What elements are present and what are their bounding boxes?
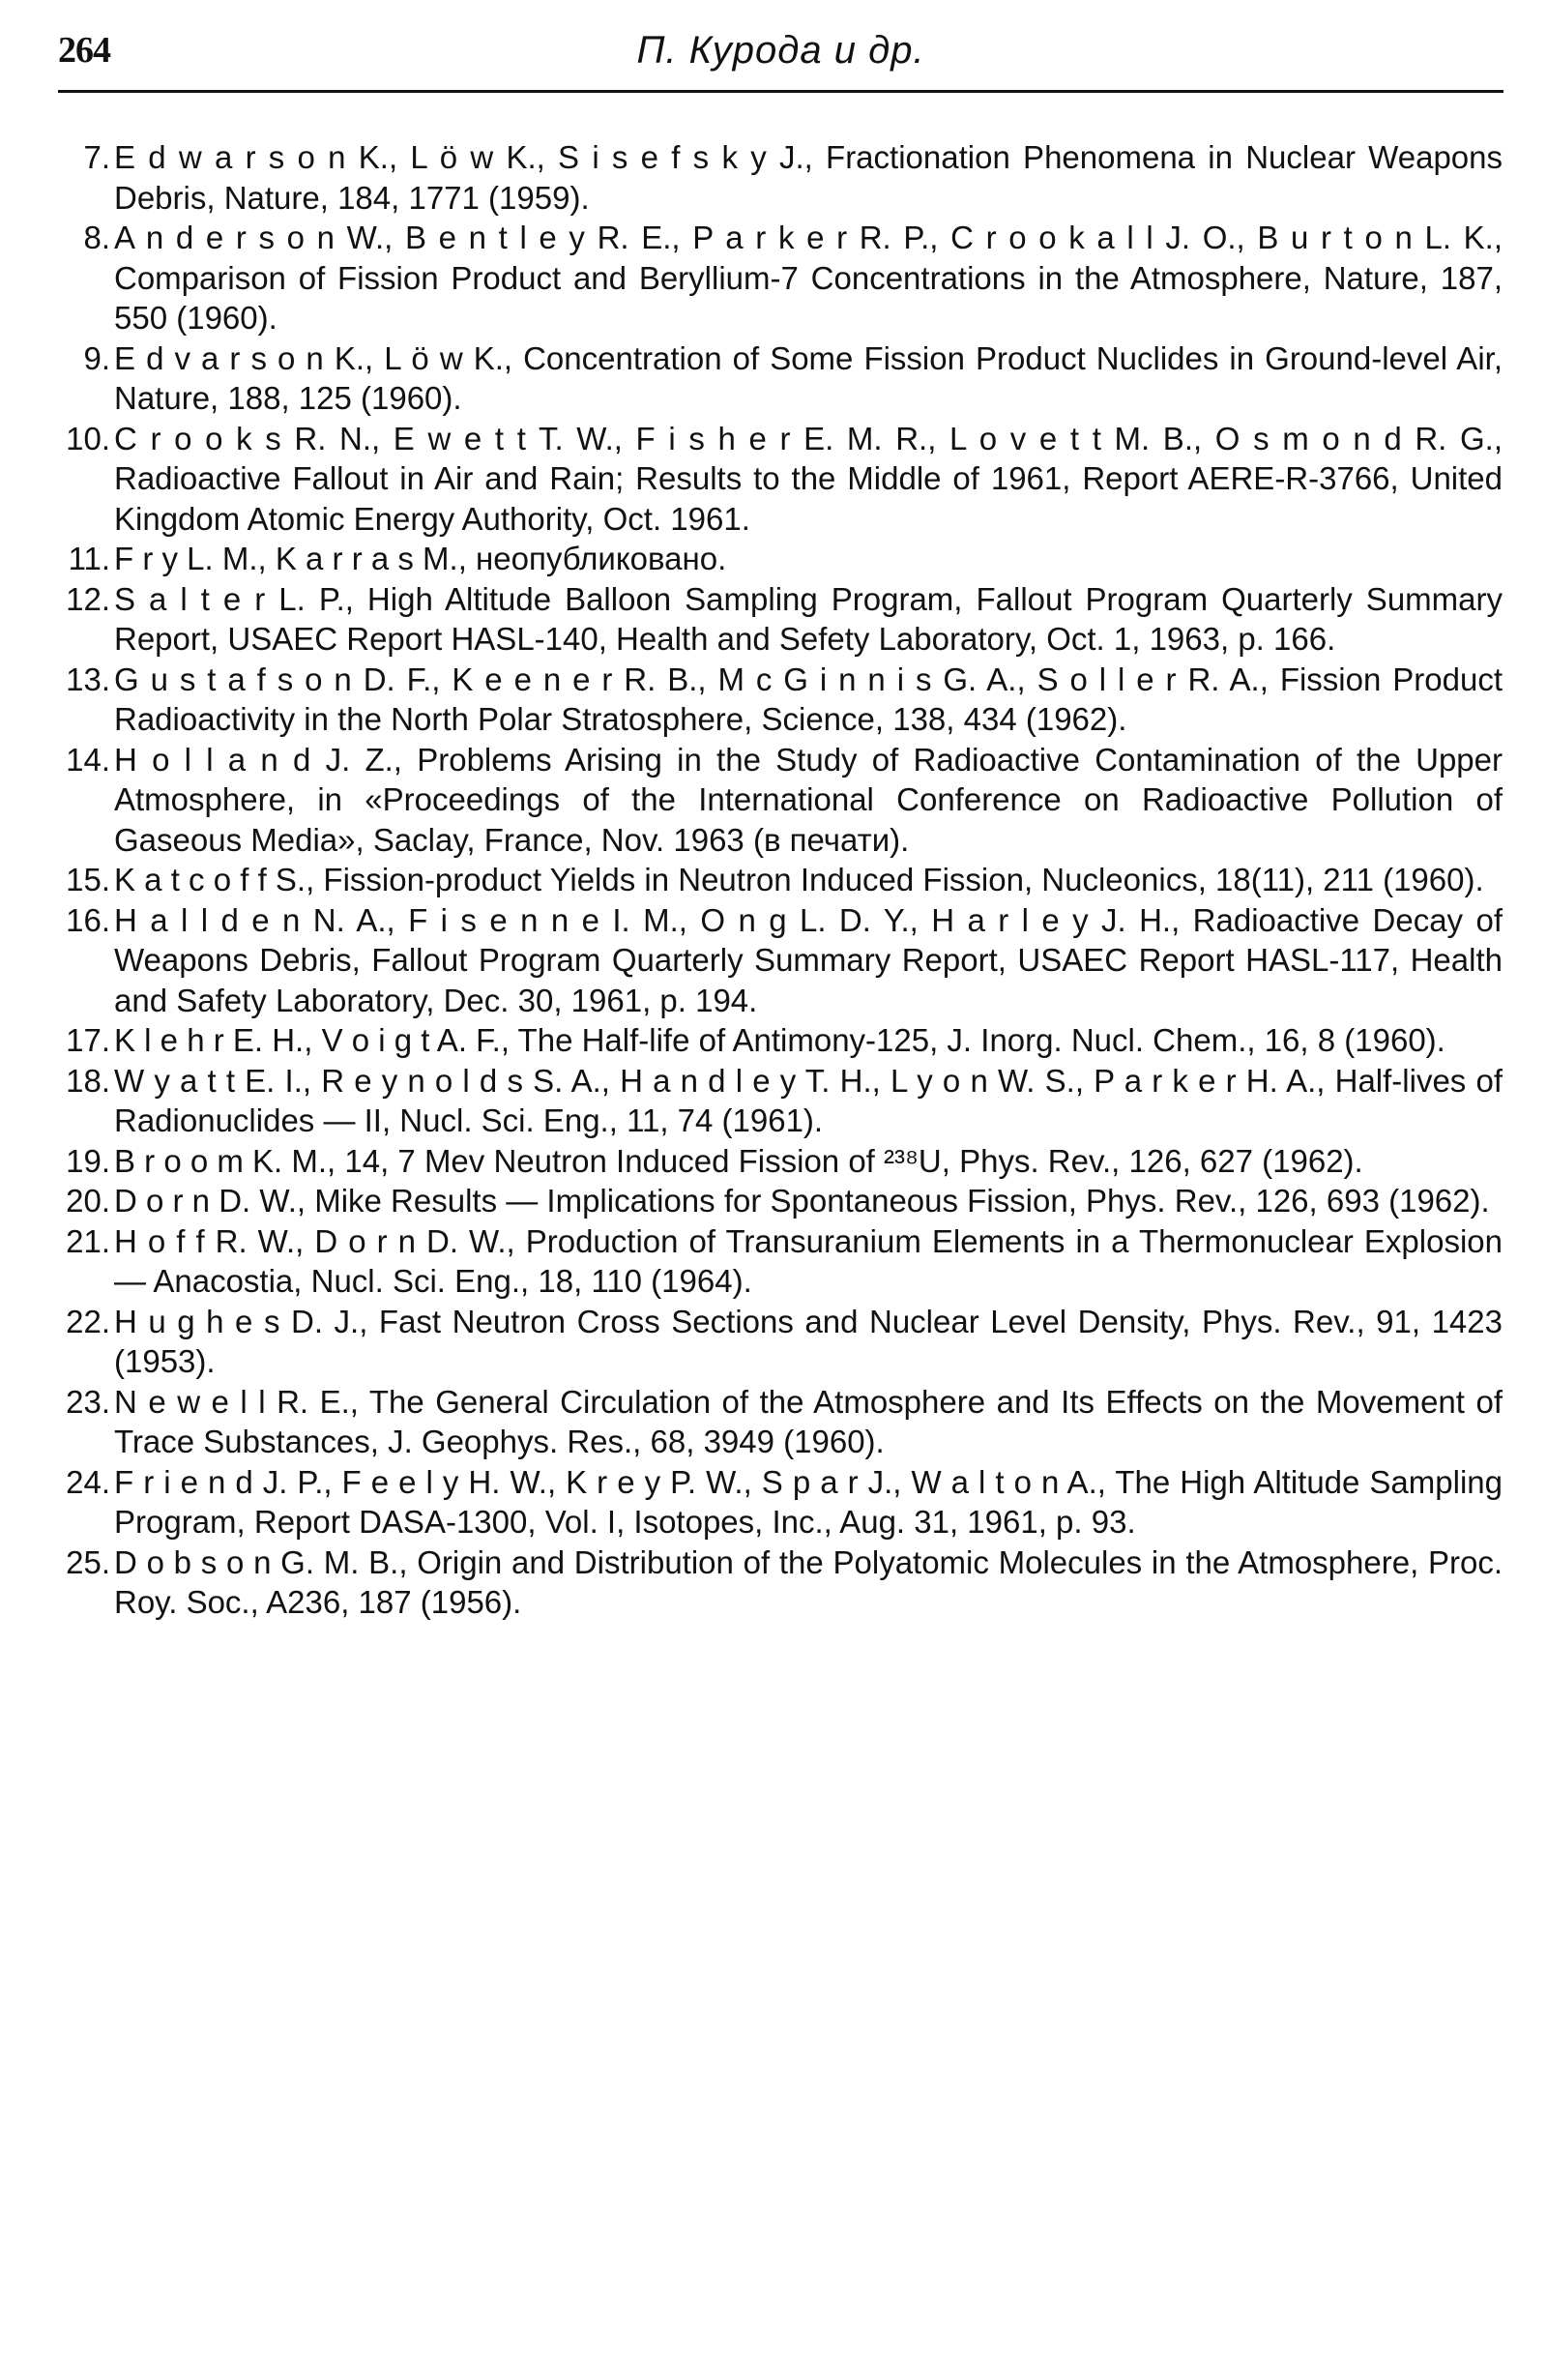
reference-text: F r y L. M., K a r r a s M., неопубликовано. [114,541,727,576]
reference-number: 9. [83,339,110,376]
reference-number: 22. [66,1303,110,1339]
reference-text: F r i e n d J. P., F e e l y H. W., K r e y P. W., S p a r J., W a l t o n A., The High Altitude Sampling Program, Report DASA-1300, Vol. I, Isotopes, Inc., Aug. 31, 1961, p. 93. [114,1463,1503,1540]
reference-item [60,1181,1503,1221]
reference-text: H a l l d e n N. A., F i s e n n e I. M., O n g L. D. Y., H a r l e y J. H., Radioactive Decay of Weapons Debris, Fallout Program Quarterly Summary Report, USAEC Report HASL-117, Health and Safety Laboratory, Dec. 30, 1961, p. 194. [114,901,1503,1018]
reference-text: S a l t e r L. P., High Altitude Balloon Sampling Program, Fallout Program Quarterly Summary Report, USAEC Report HASL-140, Health and Sefety Laboratory, Oct. 1, 1963, p. 166. [114,580,1503,657]
reference-list [60,137,1503,1623]
reference-number: 24. [66,1463,110,1500]
reference-number: 20. [66,1183,110,1219]
reference-text: A n d e r s o n W., B e n t l e y R. E., P a r k e r R. P., C r o o k a l l J. O., B u r t o n L. K., Comparison of Fission Product and Beryllium-7 Concentrations in the Atmosphere, Nature, 187, 550 (1960). [114,220,1503,336]
page-number: 264 [58,30,110,71]
reference-number: 19. [66,1142,110,1179]
reference-text: K l e h r E. H., V o i g t A. F., The Half-life of Antimony-125, J. Inorg. Nucl. Chem., 16, 8 (1960). [114,1022,1445,1058]
reference-item [60,860,1503,900]
reference-number: 12. [66,580,110,617]
reference-number: 15. [66,862,110,897]
reference-item [60,1543,1503,1623]
reference-item [60,1382,1503,1462]
page-header [58,29,1503,89]
reference-text: H o f f R. W., D o r n D. W., Production of Transuranium Elements in a Thermonuclear Explosion — Anacostia, Nucl. Sci. Eng., 18, 110 (1964). [114,1222,1503,1299]
reference-item [60,419,1503,540]
reference-number: 25. [66,1543,110,1580]
reference-number: 8. [83,220,110,255]
reference-text: D o b s o n G. M. B., Origin and Distribution of the Polyatomic Molecules in the Atmosphere, Proc. Roy. Soc., A236, 187 (1956). [114,1543,1503,1620]
reference-text: C r o o k s R. N., E w e t t T. W., F i s h e r E. M. R., L o v e t t M. B., O s m o n d R. G., Radioactive Fallout in Air and Rain; Results to the Middle of 1961, Report AERE-R-3766, United Kingdom Atomic Energy Authority, Oct. 1961. [114,420,1503,537]
reference-number: 17. [66,1022,110,1058]
reference-text: G u s t a f s o n D. F., K e e n e r R. B., M c G i n n i s G. A., S o l l e r R. A., Fission Product Radioactivity in the North Polar Stratosphere, Science, 138, 434 (1962). [114,661,1503,737]
reference-text: H u g h e s D. J., Fast Neutron Cross Sections and Nuclear Level Density, Phys. Rev., 91, 1423 (1953). [114,1303,1503,1379]
reference-number: 16. [66,901,110,938]
header-rule [58,90,1503,93]
reference-number: 7. [83,139,110,175]
reference-item [60,1221,1503,1302]
reference-text: E d v a r s o n K., L ö w K., Concentration of Some Fission Product Nuclides in Ground-level Air, Nature, 188, 125 (1960). [114,339,1503,416]
reference-number: 23. [66,1383,110,1420]
reference-text: H o l l a n d J. Z., Problems Arising in the Study of Radioactive Contamination of the Upper Atmosphere, in «Proceedings of the International Conference on Radioactive Pollution of Gaseous Media», Saclay, France, Nov. 1963 (в печати). [114,741,1503,858]
reference-number: 10. [66,420,110,456]
reference-item [60,218,1503,338]
reference-item [60,137,1503,218]
reference-item [60,1462,1503,1543]
reference-item [60,1020,1503,1061]
reference-text: B r o o m K. M., 14, 7 Mev Neutron Induced Fission of ²³⁸U, Phys. Rev., 126, 627 (1962). [114,1142,1363,1179]
reference-number: 18. [66,1062,110,1099]
reference-text: N e w e l l R. E., The General Circulation of the Atmosphere and Its Effects on the Movement of Trace Substances, J. Geophys. Res., 68, 3949 (1960). [114,1383,1503,1459]
reference-item [60,579,1503,660]
reference-text: D o r n D. W., Mike Results — Implications for Spontaneous Fission, Phys. Rev., 126, 693 (1962). [114,1183,1490,1219]
reference-number: 14. [66,741,110,778]
running-title: П. Курода и др. [636,29,925,72]
reference-text: W y a t t E. I., R e y n o l d s S. A., H a n d l e y T. H., L y o n W. S., P a r k e r H. A., Half-lives of Radionuclides — II, Nucl. Sci. Eng., 11, 74 (1961). [114,1062,1503,1138]
reference-item [60,660,1503,740]
reference-item [60,900,1503,1021]
reference-item [60,338,1503,419]
reference-item [60,740,1503,861]
reference-number: 13. [66,661,110,697]
reference-text: K a t c o f f S., Fission-product Yields in Neutron Induced Fission, Nucleonics, 18(11), 211 (1960). [114,862,1484,897]
reference-item [60,539,1503,579]
reference-item [60,1302,1503,1382]
reference-number: 11. [68,541,110,576]
reference-item [60,1061,1503,1141]
reference-text: E d w a r s o n K., L ö w K., S i s e f s k y J., Fractionation Phenomena in Nuclear Weapons Debris, Nature, 184, 1771 (1959). [114,139,1503,216]
reference-number: 21. [66,1222,110,1259]
reference-item [60,1141,1503,1182]
